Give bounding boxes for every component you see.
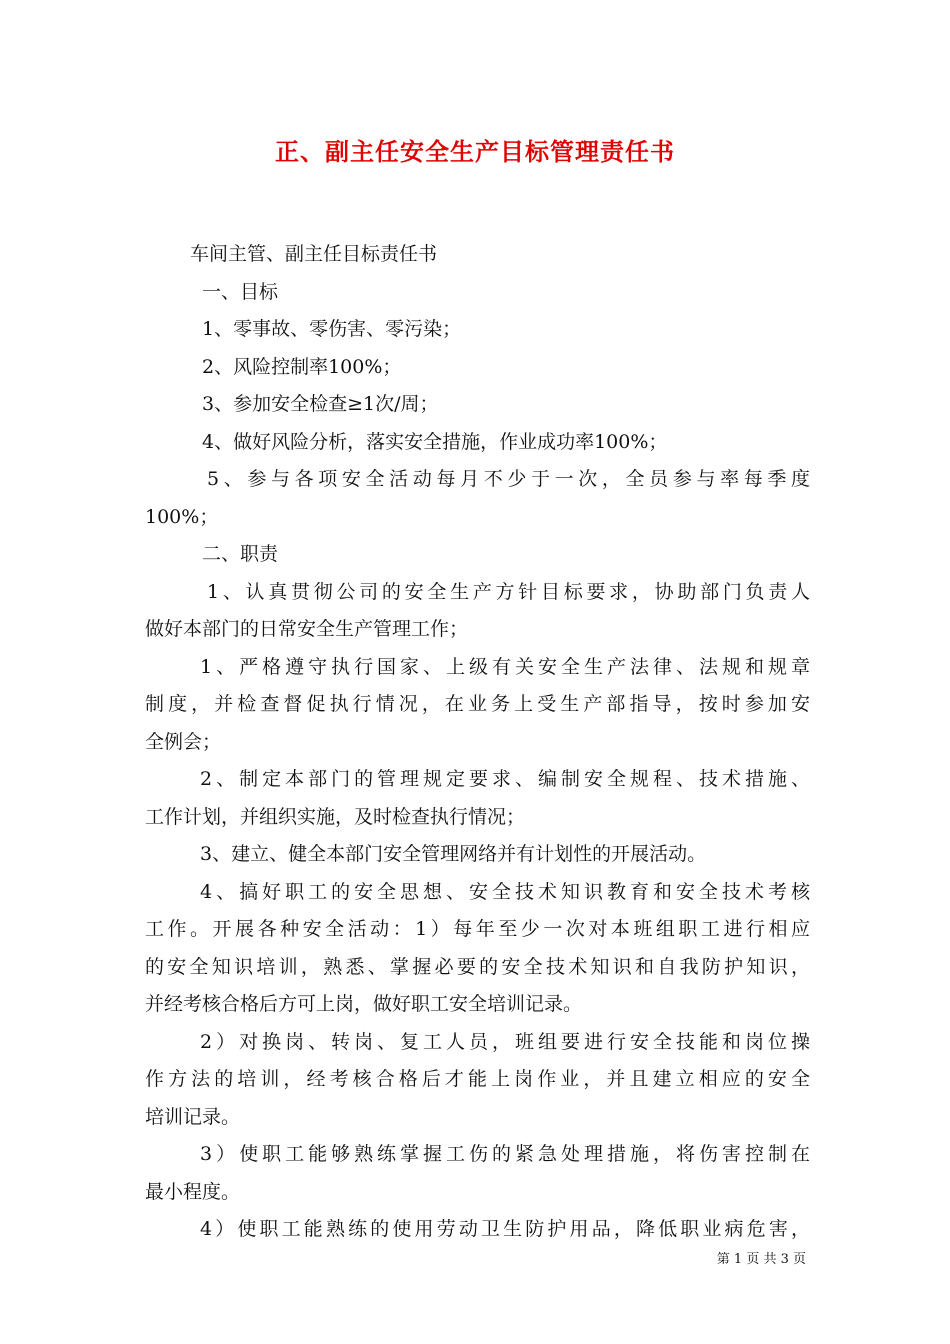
page-number: 第 1 页 共 3 页 xyxy=(716,1252,806,1267)
goal-item: 4、做好风险分析，落实安全措施，作业成功率100%； xyxy=(202,430,668,453)
sub-item-line: 最小程度。 xyxy=(145,1180,241,1203)
duty-item-line: 1、认真贯彻公司的安全生产方针目标要求，协助部门负责人 xyxy=(207,580,810,603)
duty-item-line: 1、严格遵守执行国家、上级有关安全生产法律、法规和规章 xyxy=(200,655,810,678)
duty-item-line: 的安全知识培训，熟悉、掌握必要的安全技术知识和自我防护知识， xyxy=(145,955,810,978)
sub-item-line: 2）对换岗、转岗、复工人员，班组要进行安全技能和岗位操 xyxy=(200,1030,810,1053)
duty-item-line: 做好本部门的日常安全生产管理工作； xyxy=(145,618,469,640)
duty-item-line: 全例会； xyxy=(145,730,222,753)
duty-item-line: 制度，并检查督促执行情况，在业务上受生产部指导，按时参加安 xyxy=(145,693,810,715)
document-body xyxy=(145,236,810,1249)
duty-item-line: 4、搞好职工的安全思想、安全技术知识教育和安全技术考核 xyxy=(200,880,810,903)
duty-item-line: 并经考核合格后方可上岗，做好职工安全培训记录。 xyxy=(145,993,583,1015)
goal-item-5-line2: 100%； xyxy=(145,505,219,528)
duty-item-line: 2、制定本部门的管理规定要求、编制安全规程、技术措施、 xyxy=(200,768,810,790)
goal-item: 1、零事故、零伤害、零污染； xyxy=(202,318,462,340)
subtitle: 车间主管、副主任目标责任书 xyxy=(190,243,438,265)
duty-item-line: 3、建立、健全本部门安全管理网络并有计划性的开展活动。 xyxy=(200,843,707,865)
sub-item-line: 培训记录。 xyxy=(145,1105,241,1128)
sub-item-line: 作方法的培训，经考核合格后才能上岗作业，并且建立相应的安全 xyxy=(145,1068,810,1090)
goal-item-5-line1: 5、参与各项安全活动每月不少于一次，全员参与率每季度 xyxy=(207,468,810,490)
goal-item: 3、参加安全检查≥1次/周； xyxy=(202,393,439,415)
goal-item: 2、风险控制率100%； xyxy=(202,355,402,378)
sub-item-line: 3）使职工能够熟练掌握工伤的紧急处理措施，将伤害控制在 xyxy=(200,1143,810,1165)
section-heading-goals: 一、目标 xyxy=(202,280,279,303)
sub-item-line: 4）使职工能熟练的使用劳动卫生防护用品，降低职业病危害， xyxy=(200,1218,810,1240)
duty-item-line: 工作计划，并组织实施，及时检查执行情况； xyxy=(145,805,526,828)
section-heading-duties: 二、职责 xyxy=(202,543,279,565)
duty-item-line: 工作。开展各种安全活动：1）每年至少一次对本班组职工进行相应 xyxy=(145,918,810,940)
document-title: 正、副主任安全生产目标管理责任书 xyxy=(275,137,675,166)
